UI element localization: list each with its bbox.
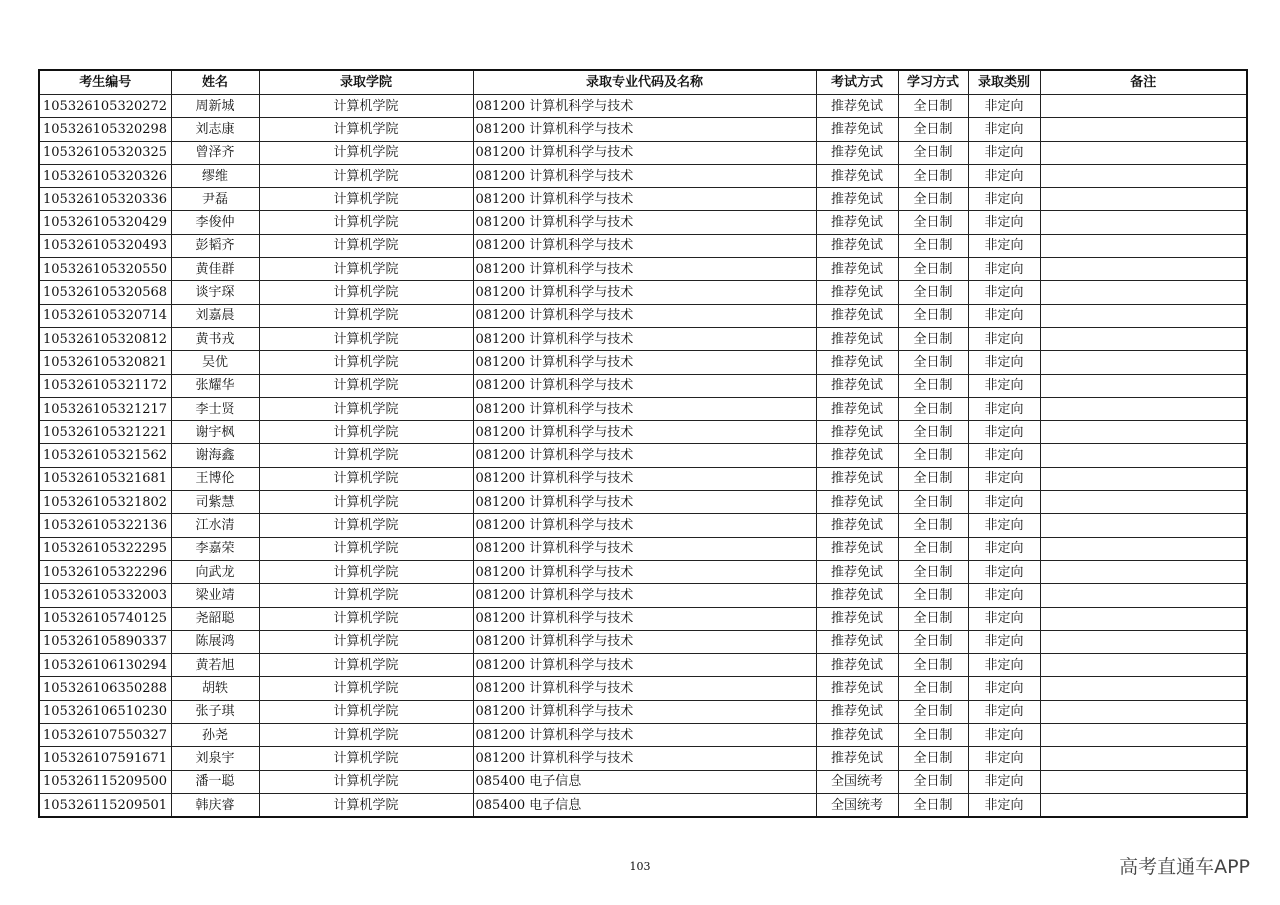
header-major: 录取专业代码及名称 [473,70,816,95]
cell-admission-type: 非定向 [968,793,1040,817]
cell-major: 081200 计算机科学与技术 [473,607,816,630]
cell-candidate-id: 105326105890337 [39,630,171,653]
cell-college: 计算机学院 [259,327,473,350]
cell-candidate-id: 105326105321172 [39,374,171,397]
cell-college: 计算机学院 [259,560,473,583]
cell-study-mode: 全日制 [898,770,968,793]
cell-study-mode: 全日制 [898,560,968,583]
cell-exam-method: 推荐免试 [816,258,898,281]
cell-name: 司紫慧 [171,491,259,514]
cell-study-mode: 全日制 [898,514,968,537]
cell-study-mode: 全日制 [898,630,968,653]
cell-candidate-id: 105326106350288 [39,677,171,700]
cell-exam-method: 推荐免试 [816,491,898,514]
cell-name: 谢海鑫 [171,444,259,467]
table-row [39,770,1247,793]
cell-name: 刘志康 [171,118,259,141]
table-row [39,374,1247,397]
cell-name: 梁业靖 [171,584,259,607]
cell-remarks [1040,374,1247,397]
cell-name: 黄书戎 [171,327,259,350]
cell-exam-method: 推荐免试 [816,607,898,630]
cell-remarks [1040,444,1247,467]
cell-admission-type: 非定向 [968,421,1040,444]
cell-major: 081200 计算机科学与技术 [473,421,816,444]
cell-remarks [1040,700,1247,723]
cell-remarks [1040,118,1247,141]
cell-name: 谢宇枫 [171,421,259,444]
cell-remarks [1040,537,1247,560]
cell-name: 缪维 [171,164,259,187]
cell-college: 计算机学院 [259,467,473,490]
page-number: 103 [629,860,651,873]
cell-candidate-id: 105326115209501 [39,793,171,817]
cell-exam-method: 推荐免试 [816,724,898,747]
cell-remarks [1040,188,1247,211]
table-header-row [39,70,1247,95]
cell-major: 081200 计算机科学与技术 [473,630,816,653]
cell-remarks [1040,304,1247,327]
cell-college: 计算机学院 [259,724,473,747]
cell-candidate-id: 105326105320821 [39,351,171,374]
cell-study-mode: 全日制 [898,304,968,327]
cell-candidate-id: 105326105320272 [39,95,171,118]
cell-candidate-id: 105326105320326 [39,164,171,187]
watermark: 高考直通车APP [1119,856,1250,878]
cell-name: 陈展鸿 [171,630,259,653]
cell-name: 黄佳群 [171,258,259,281]
table-row [39,491,1247,514]
cell-college: 计算机学院 [259,793,473,817]
cell-study-mode: 全日制 [898,281,968,304]
cell-remarks [1040,747,1247,770]
cell-candidate-id: 105326105321802 [39,491,171,514]
cell-exam-method: 推荐免试 [816,537,898,560]
cell-exam-method: 推荐免试 [816,421,898,444]
table-row [39,467,1247,490]
cell-study-mode: 全日制 [898,95,968,118]
cell-admission-type: 非定向 [968,258,1040,281]
cell-name: 彭韬齐 [171,234,259,257]
cell-major: 081200 计算机科学与技术 [473,304,816,327]
cell-college: 计算机学院 [259,95,473,118]
cell-admission-type: 非定向 [968,491,1040,514]
cell-remarks [1040,793,1247,817]
cell-major: 081200 计算机科学与技术 [473,584,816,607]
cell-study-mode: 全日制 [898,141,968,164]
table-row [39,258,1247,281]
cell-remarks [1040,327,1247,350]
cell-exam-method: 推荐免试 [816,141,898,164]
table-row [39,677,1247,700]
cell-remarks [1040,607,1247,630]
cell-admission-type: 非定向 [968,560,1040,583]
cell-admission-type: 非定向 [968,141,1040,164]
cell-study-mode: 全日制 [898,607,968,630]
header-candidate-id: 考生编号 [39,70,171,95]
cell-candidate-id: 105326105320429 [39,211,171,234]
table-row [39,630,1247,653]
cell-major: 081200 计算机科学与技术 [473,164,816,187]
cell-candidate-id: 105326105321221 [39,421,171,444]
cell-exam-method: 推荐免试 [816,630,898,653]
cell-exam-method: 推荐免试 [816,281,898,304]
admission-table [38,69,1248,818]
cell-college: 计算机学院 [259,444,473,467]
cell-college: 计算机学院 [259,258,473,281]
cell-admission-type: 非定向 [968,630,1040,653]
cell-college: 计算机学院 [259,374,473,397]
cell-study-mode: 全日制 [898,444,968,467]
cell-remarks [1040,351,1247,374]
cell-study-mode: 全日制 [898,537,968,560]
cell-admission-type: 非定向 [968,327,1040,350]
cell-name: 谈宇琛 [171,281,259,304]
cell-name: 尧韶聪 [171,607,259,630]
cell-college: 计算机学院 [259,607,473,630]
cell-exam-method: 推荐免试 [816,700,898,723]
cell-name: 尹磊 [171,188,259,211]
cell-college: 计算机学院 [259,514,473,537]
cell-college: 计算机学院 [259,537,473,560]
cell-college: 计算机学院 [259,281,473,304]
cell-major: 085400 电子信息 [473,770,816,793]
cell-candidate-id: 105326105320812 [39,327,171,350]
cell-name: 潘一聪 [171,770,259,793]
cell-study-mode: 全日制 [898,397,968,420]
cell-exam-method: 推荐免试 [816,351,898,374]
cell-name: 张耀华 [171,374,259,397]
cell-college: 计算机学院 [259,188,473,211]
cell-name: 王博伦 [171,467,259,490]
cell-major: 081200 计算机科学与技术 [473,467,816,490]
cell-major: 081200 计算机科学与技术 [473,351,816,374]
cell-name: 李嘉荣 [171,537,259,560]
cell-exam-method: 推荐免试 [816,677,898,700]
cell-name: 向武龙 [171,560,259,583]
cell-major: 081200 计算机科学与技术 [473,188,816,211]
header-admission-type: 录取类别 [968,70,1040,95]
cell-study-mode: 全日制 [898,793,968,817]
cell-admission-type: 非定向 [968,234,1040,257]
cell-admission-type: 非定向 [968,770,1040,793]
cell-college: 计算机学院 [259,421,473,444]
cell-remarks [1040,211,1247,234]
table-row [39,514,1247,537]
table-row [39,118,1247,141]
cell-remarks [1040,724,1247,747]
cell-candidate-id: 105326105322295 [39,537,171,560]
table-row [39,724,1247,747]
cell-remarks [1040,234,1247,257]
cell-exam-method: 推荐免试 [816,188,898,211]
cell-candidate-id: 105326105322136 [39,514,171,537]
cell-admission-type: 非定向 [968,118,1040,141]
cell-name: 孙尧 [171,724,259,747]
table-row [39,607,1247,630]
cell-exam-method: 推荐免试 [816,327,898,350]
cell-major: 081200 计算机科学与技术 [473,700,816,723]
cell-study-mode: 全日制 [898,491,968,514]
table-row [39,141,1247,164]
table-row [39,444,1247,467]
cell-remarks [1040,421,1247,444]
cell-study-mode: 全日制 [898,467,968,490]
cell-college: 计算机学院 [259,397,473,420]
table-row [39,421,1247,444]
cell-name: 李俊仲 [171,211,259,234]
cell-major: 081200 计算机科学与技术 [473,374,816,397]
table-row [39,351,1247,374]
header-name: 姓名 [171,70,259,95]
cell-name: 江水清 [171,514,259,537]
cell-name: 李士贤 [171,397,259,420]
cell-remarks [1040,491,1247,514]
cell-name: 刘泉宇 [171,747,259,770]
cell-remarks [1040,95,1247,118]
cell-study-mode: 全日制 [898,747,968,770]
cell-remarks [1040,141,1247,164]
table-row [39,234,1247,257]
cell-admission-type: 非定向 [968,374,1040,397]
table-row [39,327,1247,350]
cell-admission-type: 非定向 [968,747,1040,770]
cell-exam-method: 推荐免试 [816,118,898,141]
cell-exam-method: 推荐免试 [816,444,898,467]
cell-study-mode: 全日制 [898,164,968,187]
cell-college: 计算机学院 [259,654,473,677]
cell-major: 081200 计算机科学与技术 [473,281,816,304]
table-body [39,95,1247,818]
cell-admission-type: 非定向 [968,397,1040,420]
cell-admission-type: 非定向 [968,654,1040,677]
cell-college: 计算机学院 [259,770,473,793]
cell-candidate-id: 105326105320568 [39,281,171,304]
cell-remarks [1040,770,1247,793]
cell-major: 081200 计算机科学与技术 [473,491,816,514]
cell-admission-type: 非定向 [968,304,1040,327]
cell-exam-method: 推荐免试 [816,747,898,770]
cell-candidate-id: 105326105321217 [39,397,171,420]
table-row [39,584,1247,607]
cell-college: 计算机学院 [259,677,473,700]
header-remarks: 备注 [1040,70,1247,95]
cell-study-mode: 全日制 [898,677,968,700]
table-row [39,211,1247,234]
cell-candidate-id: 105326105320325 [39,141,171,164]
cell-major: 081200 计算机科学与技术 [473,234,816,257]
cell-major: 081200 计算机科学与技术 [473,327,816,350]
cell-name: 张子琪 [171,700,259,723]
cell-admission-type: 非定向 [968,537,1040,560]
cell-admission-type: 非定向 [968,164,1040,187]
cell-candidate-id: 105326106130294 [39,654,171,677]
cell-major: 081200 计算机科学与技术 [473,747,816,770]
cell-college: 计算机学院 [259,118,473,141]
cell-college: 计算机学院 [259,491,473,514]
cell-exam-method: 推荐免试 [816,560,898,583]
cell-college: 计算机学院 [259,700,473,723]
cell-college: 计算机学院 [259,747,473,770]
table-row [39,793,1247,817]
cell-name: 胡轶 [171,677,259,700]
cell-study-mode: 全日制 [898,700,968,723]
cell-study-mode: 全日制 [898,374,968,397]
cell-study-mode: 全日制 [898,211,968,234]
cell-college: 计算机学院 [259,211,473,234]
cell-exam-method: 推荐免试 [816,654,898,677]
cell-major: 081200 计算机科学与技术 [473,537,816,560]
cell-name: 周新城 [171,95,259,118]
cell-college: 计算机学院 [259,630,473,653]
cell-admission-type: 非定向 [968,607,1040,630]
cell-admission-type: 非定向 [968,700,1040,723]
table-row [39,304,1247,327]
cell-study-mode: 全日制 [898,584,968,607]
table-row [39,537,1247,560]
cell-admission-type: 非定向 [968,211,1040,234]
cell-candidate-id: 105326105320493 [39,234,171,257]
cell-candidate-id: 105326107591671 [39,747,171,770]
cell-candidate-id: 105326106510230 [39,700,171,723]
cell-admission-type: 非定向 [968,281,1040,304]
cell-study-mode: 全日制 [898,654,968,677]
cell-exam-method: 推荐免试 [816,397,898,420]
cell-candidate-id: 105326105320714 [39,304,171,327]
cell-remarks [1040,654,1247,677]
cell-major: 081200 计算机科学与技术 [473,211,816,234]
table-row [39,188,1247,211]
cell-admission-type: 非定向 [968,95,1040,118]
cell-major: 081200 计算机科学与技术 [473,397,816,420]
table-row [39,747,1247,770]
cell-candidate-id: 105326105321681 [39,467,171,490]
cell-study-mode: 全日制 [898,234,968,257]
cell-major: 081200 计算机科学与技术 [473,444,816,467]
cell-college: 计算机学院 [259,304,473,327]
cell-major: 081200 计算机科学与技术 [473,95,816,118]
cell-remarks [1040,467,1247,490]
table-row [39,95,1247,118]
cell-major: 081200 计算机科学与技术 [473,560,816,583]
cell-exam-method: 推荐免试 [816,514,898,537]
cell-study-mode: 全日制 [898,188,968,211]
table-row [39,560,1247,583]
table-row [39,654,1247,677]
cell-admission-type: 非定向 [968,444,1040,467]
cell-exam-method: 推荐免试 [816,467,898,490]
cell-candidate-id: 105326105322296 [39,560,171,583]
cell-exam-method: 推荐免试 [816,234,898,257]
cell-college: 计算机学院 [259,584,473,607]
table-row [39,397,1247,420]
cell-name: 刘嘉晨 [171,304,259,327]
cell-major: 081200 计算机科学与技术 [473,258,816,281]
cell-remarks [1040,281,1247,304]
cell-exam-method: 推荐免试 [816,211,898,234]
cell-major: 081200 计算机科学与技术 [473,141,816,164]
cell-admission-type: 非定向 [968,514,1040,537]
header-study-mode: 学习方式 [898,70,968,95]
table-row [39,281,1247,304]
cell-name: 曾泽齐 [171,141,259,164]
cell-admission-type: 非定向 [968,724,1040,747]
cell-candidate-id: 105326107550327 [39,724,171,747]
cell-study-mode: 全日制 [898,351,968,374]
cell-remarks [1040,164,1247,187]
cell-candidate-id: 105326105321562 [39,444,171,467]
cell-remarks [1040,584,1247,607]
cell-name: 吴优 [171,351,259,374]
cell-name: 黄若旭 [171,654,259,677]
cell-study-mode: 全日制 [898,258,968,281]
cell-college: 计算机学院 [259,351,473,374]
cell-college: 计算机学院 [259,234,473,257]
cell-name: 韩庆睿 [171,793,259,817]
cell-remarks [1040,397,1247,420]
cell-admission-type: 非定向 [968,467,1040,490]
header-exam-method: 考试方式 [816,70,898,95]
cell-major: 081200 计算机科学与技术 [473,677,816,700]
cell-admission-type: 非定向 [968,677,1040,700]
cell-major: 085400 电子信息 [473,793,816,817]
cell-candidate-id: 105326105320550 [39,258,171,281]
cell-major: 081200 计算机科学与技术 [473,514,816,537]
cell-study-mode: 全日制 [898,327,968,350]
table-row [39,700,1247,723]
header-college: 录取学院 [259,70,473,95]
cell-major: 081200 计算机科学与技术 [473,118,816,141]
cell-remarks [1040,677,1247,700]
cell-exam-method: 推荐免试 [816,304,898,327]
cell-exam-method: 全国统考 [816,770,898,793]
cell-study-mode: 全日制 [898,118,968,141]
cell-remarks [1040,560,1247,583]
cell-exam-method: 推荐免试 [816,584,898,607]
cell-candidate-id: 105326105320298 [39,118,171,141]
cell-exam-method: 推荐免试 [816,164,898,187]
cell-candidate-id: 105326105740125 [39,607,171,630]
cell-remarks [1040,258,1247,281]
cell-candidate-id: 105326105332003 [39,584,171,607]
cell-exam-method: 全国统考 [816,793,898,817]
cell-college: 计算机学院 [259,164,473,187]
table-row [39,164,1247,187]
cell-study-mode: 全日制 [898,421,968,444]
cell-major: 081200 计算机科学与技术 [473,724,816,747]
cell-admission-type: 非定向 [968,351,1040,374]
cell-candidate-id: 105326115209500 [39,770,171,793]
cell-major: 081200 计算机科学与技术 [473,654,816,677]
cell-candidate-id: 105326105320336 [39,188,171,211]
cell-remarks [1040,630,1247,653]
cell-study-mode: 全日制 [898,724,968,747]
cell-exam-method: 推荐免试 [816,374,898,397]
cell-remarks [1040,514,1247,537]
cell-college: 计算机学院 [259,141,473,164]
cell-exam-method: 推荐免试 [816,95,898,118]
cell-admission-type: 非定向 [968,584,1040,607]
cell-admission-type: 非定向 [968,188,1040,211]
